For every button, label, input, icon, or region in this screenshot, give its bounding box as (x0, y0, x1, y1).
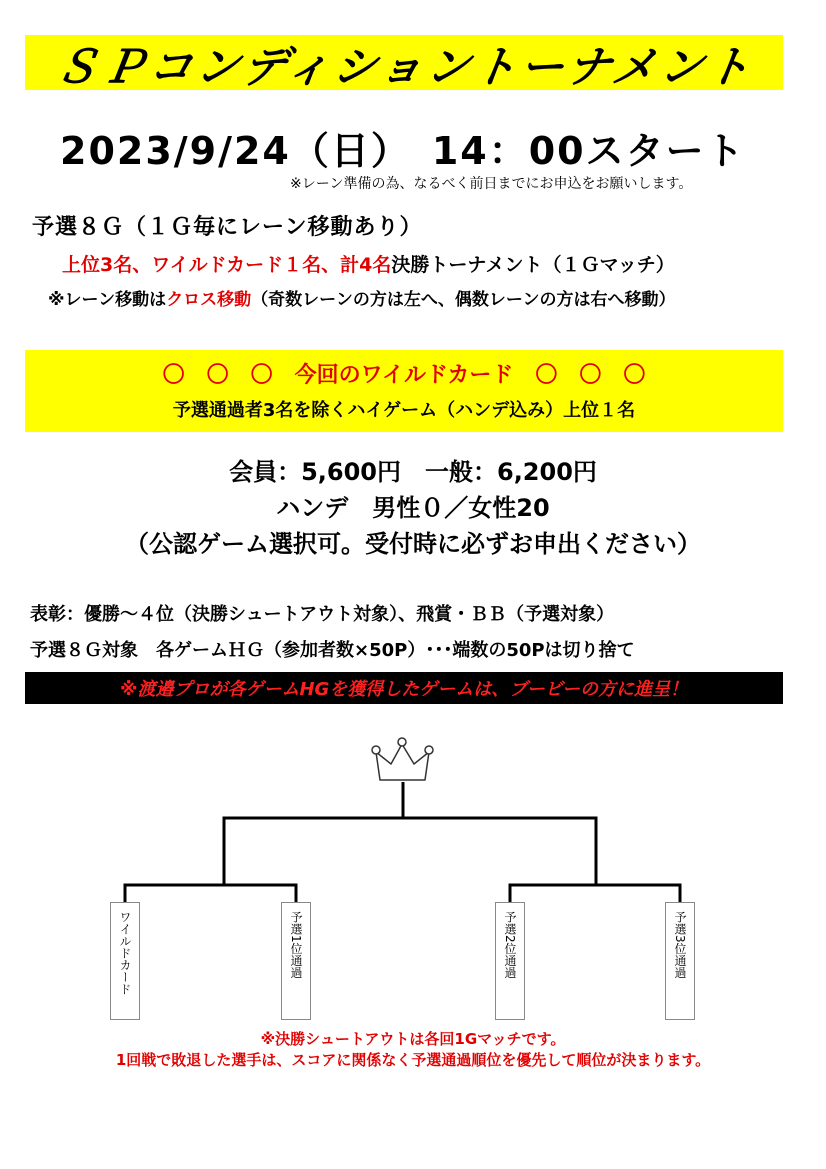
title-banner (25, 35, 783, 93)
advance-count: 上位3名、ワイルドカード１名、計4名 (62, 254, 392, 276)
handicap: ハンデ 男性０／女性20 (276, 494, 550, 522)
slot-wildcard (110, 902, 140, 1020)
lane-move-prefix: ※レーン移動は (48, 290, 167, 310)
slot-qualifier-3-label: 予選3位通過 (673, 911, 687, 979)
awards-line: 表彰：優勝～４位（決勝シュートアウト対象）、飛賞・ＢＢ（予選対象） (30, 604, 615, 625)
slot-wildcard-label: ワイルドカード (118, 911, 132, 995)
shootout-note: ※決勝シュートアウトは各回1Gマッチです。 (260, 1030, 566, 1048)
slot-qualifier-1-label: 予選1位通過 (289, 911, 303, 979)
ranking-note: 1回戦で敗退した選手は、スコアに関係なく予選通過順位を優先して順位が決まります。 (115, 1051, 711, 1069)
wildcard-banner (25, 350, 783, 432)
slot-qualifier-3 (665, 902, 695, 1020)
booby-prize-banner (25, 672, 783, 704)
event-date-time: 2023/9/24（日） 14：00スタート (60, 129, 746, 173)
certified-game-note: （公認ゲーム選択可。受付時に必ずお申出ください） (125, 530, 701, 558)
lane-move-note (48, 285, 676, 310)
high-game-prize: 予選８Ｇ対象 各ゲームＨＧ（参加者数×50P）･･･端数の50Pは切り捨て (30, 640, 635, 661)
qualifying-format: 予選８Ｇ（１Ｇ毎にレーン移動あり） (32, 215, 423, 240)
qualifying-advance (62, 250, 675, 277)
entry-fee: 会員：5,600円 一般：6,200円 (229, 458, 597, 486)
final-format: 決勝トーナメント（１Ｇマッチ） (391, 254, 675, 276)
lane-move-detail: （奇数レーンの方は左へ、偶数レーンの方は右へ移動） (251, 290, 676, 310)
slot-qualifier-2-label: 予選2位通過 (503, 911, 517, 979)
page-title: ＳＰコンディショントーナメント (50, 41, 757, 93)
booby-prize-text: ※渡邉プロが各ゲームHGを獲得したゲームは、ブービーの方に進呈！ (119, 679, 689, 700)
cross-move: クロス移動 (166, 290, 252, 310)
crown-icon (372, 738, 433, 780)
wildcard-title: 〇 〇 〇 今回のワイルドカード 〇 〇 〇 (162, 363, 646, 388)
wildcard-rule: 予選通過者3名を除くハイゲーム（ハンデ込み）上位１名 (172, 400, 636, 421)
bracket-lines (125, 782, 680, 902)
date-note: ※レーン準備の為、なるべく前日までにお申込をお願いします。 (290, 176, 693, 192)
slot-qualifier-1 (281, 902, 311, 1020)
slot-qualifier-2 (495, 902, 525, 1020)
